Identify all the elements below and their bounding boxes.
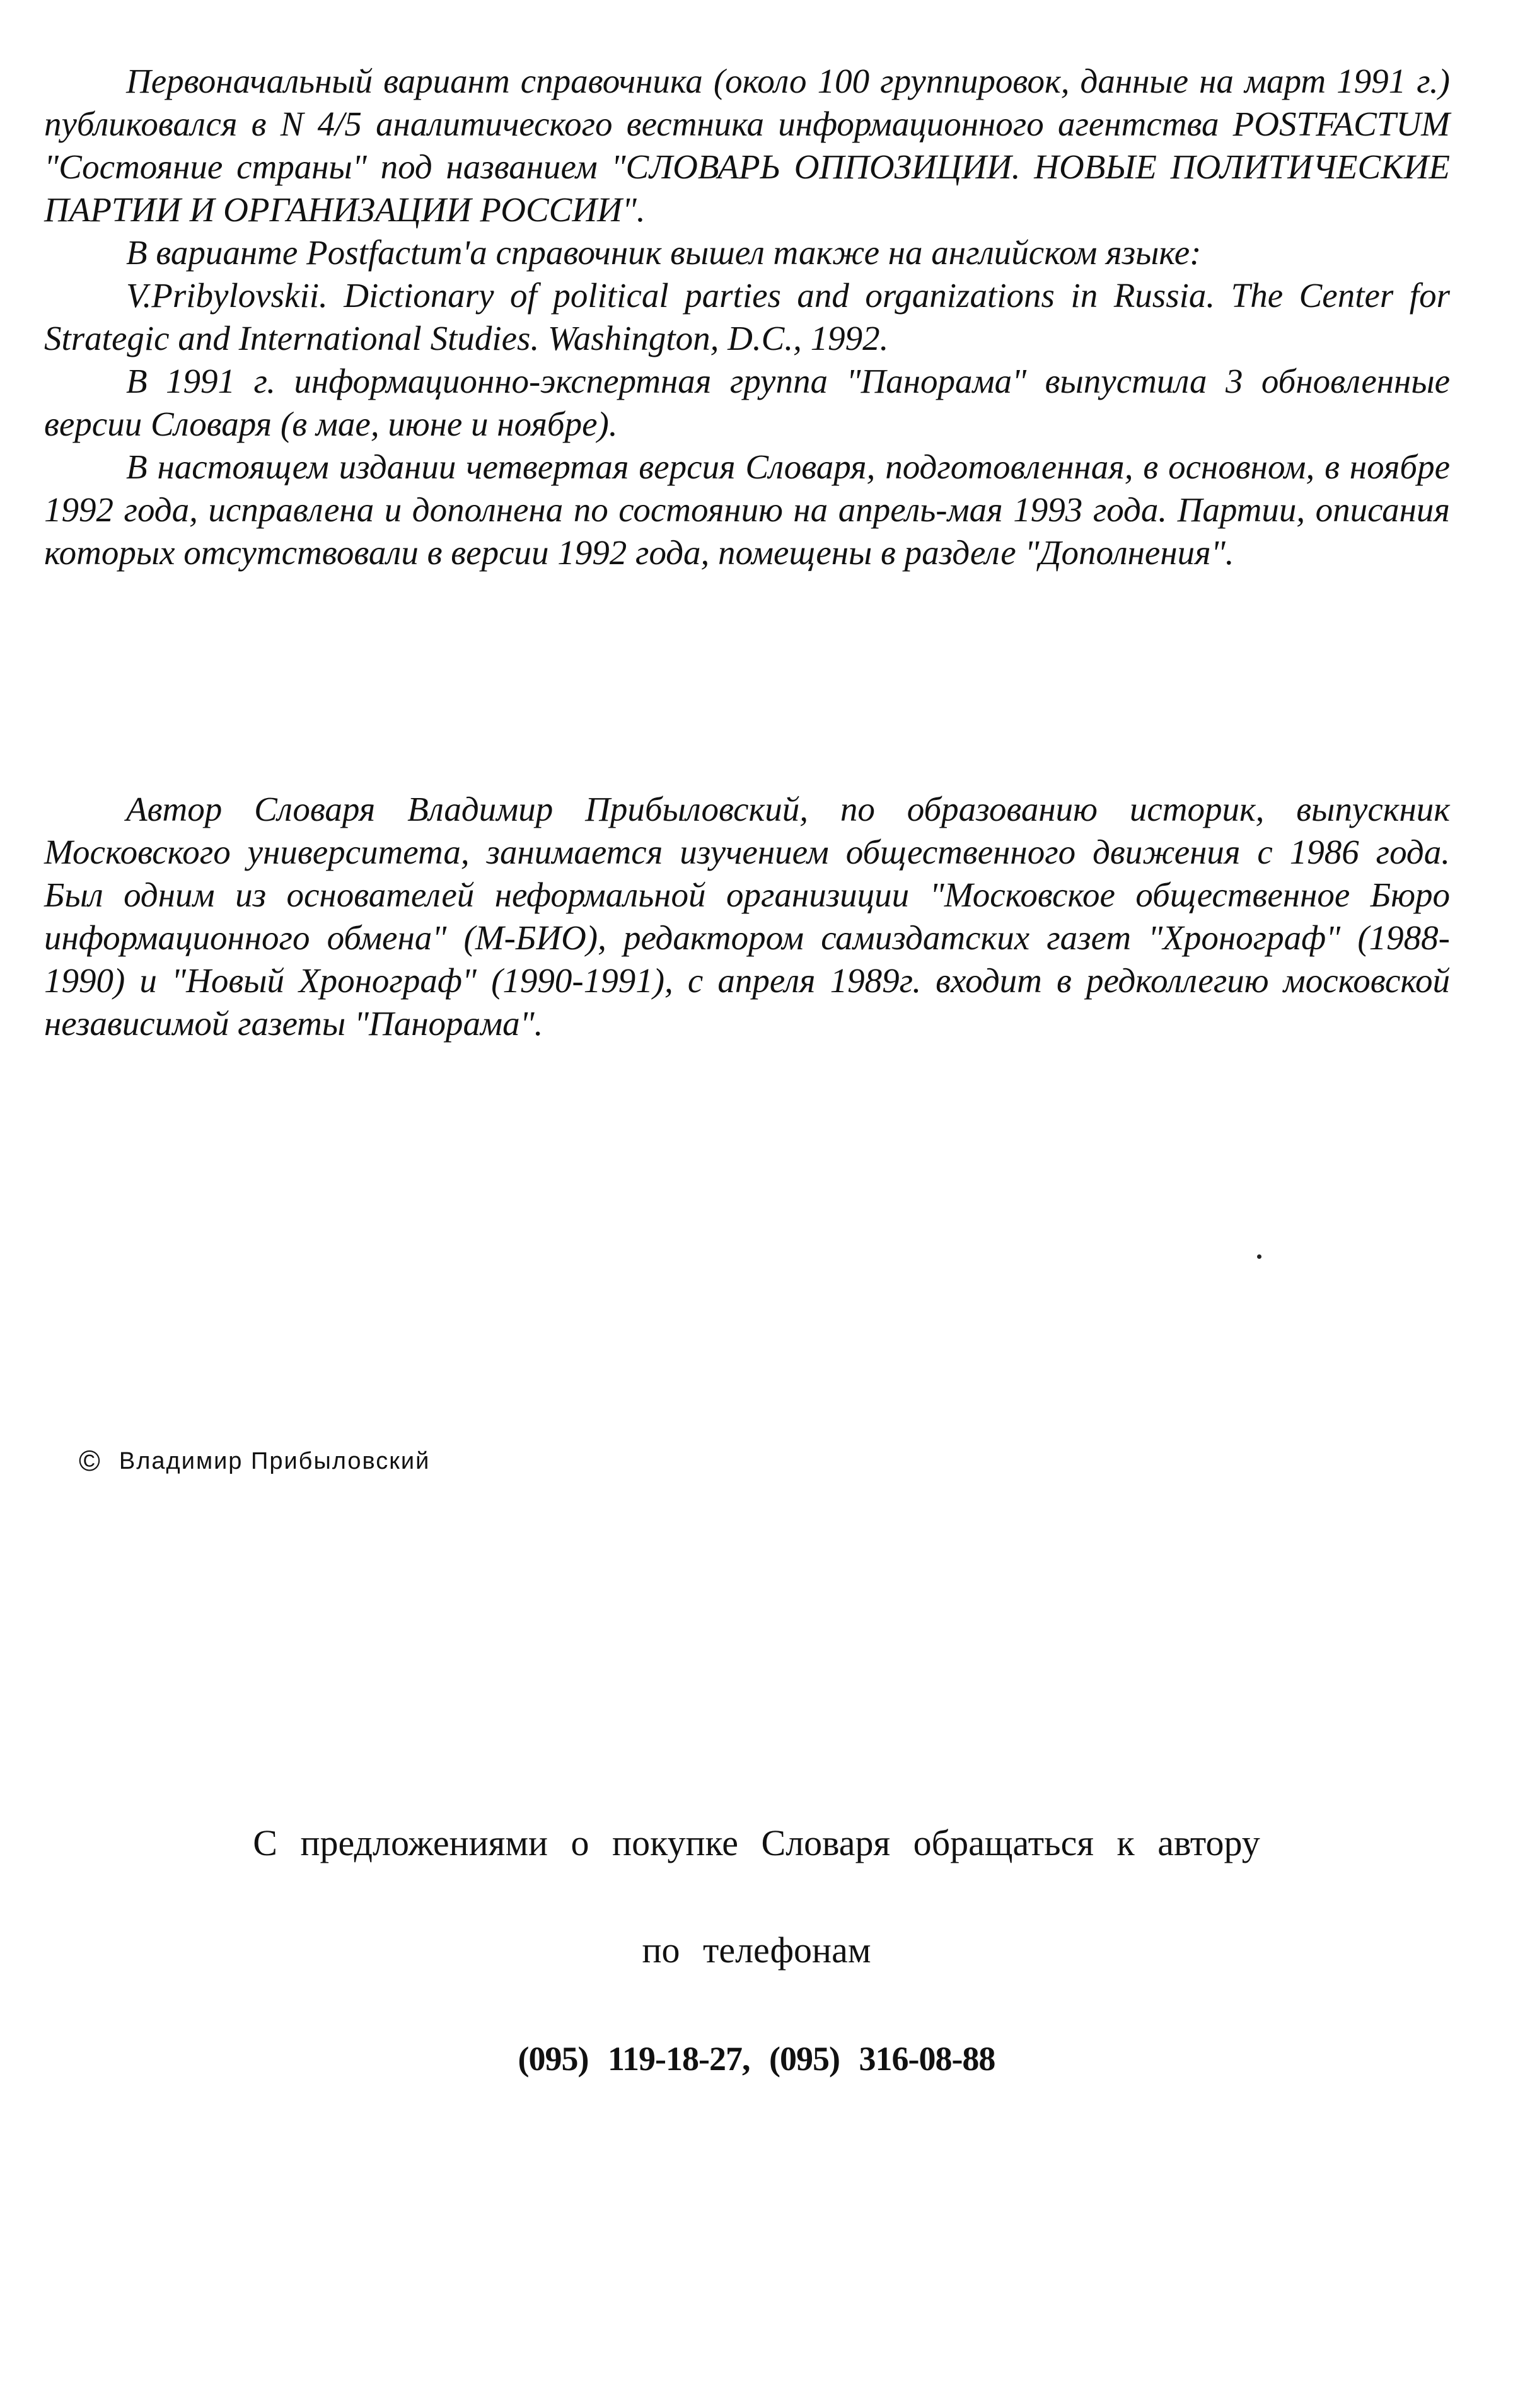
intro-paragraph-current-edition: В настоящем издании четвертая версия Словаря, подготовленная, в основном, в ноябре 1992 года, исправлена и дополнена по состоянию на апрель-мая 1993 года. Партии, описания которых отсутствовали в версии 1992 года, помещены в разделе "Дополнения".	[44, 448, 1450, 572]
copyright-holder: Владимир Прибыловский	[119, 1448, 431, 1474]
contact-offer-line: С предложениями о покупке Словаря обращаться к автору	[253, 1822, 1260, 1863]
contact-phone-numbers: (095) 119-18-27, (095) 316-08-88	[518, 2040, 995, 2078]
copyright-icon: ©	[79, 1444, 101, 1477]
intro-paragraph-original-version: Первоначальный вариант справочника (около 100 группировок, данные на март 1991 г.) публиковался в N 4/5 аналитического вестника информационного агентства POSTFACTUM "Состояние страны" под названием "СЛОВАРЬ ОППОЗИЦИИ. НОВЫЕ ПОЛИТИЧЕСКИЕ ПАРТИИ И ОРГАНИЗАЦИИ РОССИИ".	[44, 62, 1450, 229]
author-note: Автор Словаря Владимир Прибыловский, по образованию историк, выпускник Московского университета, занимается изучением общественного движения с 1986 года. Был одним из основателей неформальной организиции "Московское общественное Бюро информационного обмена" (М-БИО), редактором самиздатских газет "Хронограф" (1988-1990) и "Новый Хронограф" (1990-1991), с апреля 1989г. входит в редколлегию московской независимой газеты "Панорама".	[44, 790, 1450, 1043]
intro-paragraph-english-citation: V.Pribylovskii. Dictionary of political parties and organizations in Russia. The Center for Strategic and International Studies. Washington, D.C., 1992.	[44, 276, 1450, 357]
intro-paragraph-1991-versions: В 1991 г. информационно-экспертная группа "Панорама" выпустила 3 обновленные версии Словаря (в мае, июне и ноябре).	[44, 362, 1450, 443]
intro-paragraph-english-edition: В варианте Postfactum'а справочник вышел также на английском языке:	[126, 233, 1202, 272]
intro-section	[44, 60, 1450, 574]
copyright-line	[79, 1444, 430, 1478]
print-speck	[1257, 1254, 1261, 1259]
contact-phones-label: по телефонам	[642, 1930, 871, 1971]
